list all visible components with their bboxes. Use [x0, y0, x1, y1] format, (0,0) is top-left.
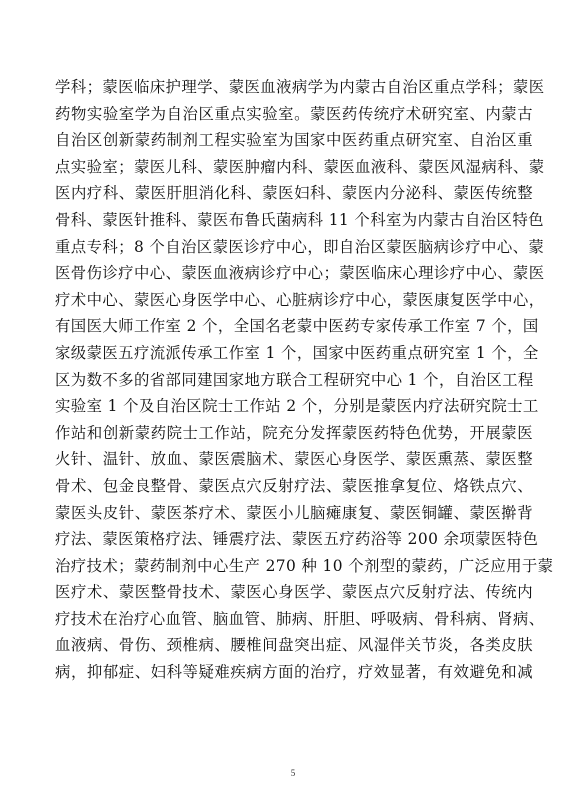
text-line: 医疗术、蒙医整骨技术、蒙医心身医学、蒙医点穴反射疗法、传统内 [55, 583, 533, 602]
text-line: 实验室 1 个及自治区院士工作站 2 个，分别是蒙医内疗法研究院士工 [55, 397, 539, 416]
page-number: 5 [290, 768, 296, 778]
text-line: 学科；蒙医临床护理学、蒙医血液病学为内蒙古自治区重点学科；蒙医 [55, 78, 545, 96]
text-line: 点实验室；蒙医儿科、蒙医肿瘤内科、蒙医血液科、蒙医风湿病科、蒙 [55, 157, 545, 176]
text-line: 蒙医头皮针、蒙医茶疗术、蒙医小儿脑瘫康复、蒙医铜罐、蒙医擀背 [55, 503, 533, 522]
text-line: 医内疗科、蒙医肝胆消化科、蒙医妇科、蒙医内分泌科、蒙医传统整 [55, 184, 533, 203]
text-line: 骨术、包金良整骨、蒙医点穴反射疗法、蒙医推拿复位、烙铁点穴、 [55, 476, 533, 495]
text-line: 治疗技术；蒙药制剂中心生产 270 种 10 个剂型的蒙药，广泛应用于蒙 [55, 556, 554, 575]
text-line: 疗术中心、蒙医心身医学中心、心脏病诊疗中心，蒙医康复医学中心， [55, 290, 545, 309]
text-line: 家级蒙医五疗流派传承工作室 1 个，国家中医药重点研究室 1 个，全 [55, 343, 539, 362]
text-line: 病，抑郁症、妇科等疑难疾病方面的治疗，疗效显著，有效避免和减 [55, 663, 533, 682]
text-line: 有国医大师工作室 2 个，全国名老蒙中医药专家传承工作室 7 个，国 [55, 317, 539, 336]
text-line: 医骨伤诊疗中心、蒙医血液病诊疗中心；蒙医临床心理诊疗中心、蒙医 [55, 264, 545, 283]
text-line: 作站和创新蒙药院士工作站，院充分发挥蒙医药特色优势，开展蒙医 [55, 423, 533, 442]
text-line: 骨科、蒙医针推科、蒙医布鲁氏菌病科 11 个科室为内蒙古自治区特色 [55, 210, 544, 229]
text-line: 血液病、骨伤、颈椎病、腰椎间盘突出症、风湿伴关节炎，各类皮肤 [55, 636, 533, 655]
text-line: 自治区创新蒙药制剂工程实验室为国家中医药重点研究室、自治区重 [55, 131, 533, 150]
body-text [55, 74, 554, 686]
text-line: 疗法、蒙医策格疗法、锤震疗法、蒙医五疗药浴等 200 余项蒙医特色 [55, 530, 539, 549]
text-line: 区为数不多的省部同建国家地方联合工程研究中心 1 个，自治区工程 [55, 370, 534, 389]
text-line: 疗技术在治疗心血管、脑血管、肺病、肝胆、呼吸病、骨科病、肾病、 [55, 609, 545, 628]
text-line: 火针、温针、放血、蒙医震脑术、蒙医心身医学、蒙医熏蒸、蒙医整 [55, 450, 533, 469]
text-line: 重点专科；8 个自治区蒙医诊疗中心，即自治区蒙医脑病诊疗中心、蒙 [55, 237, 545, 256]
text-line: 药物实验室学为自治区重点实验室。蒙医药传统疗术研究室、内蒙古 [55, 104, 533, 123]
